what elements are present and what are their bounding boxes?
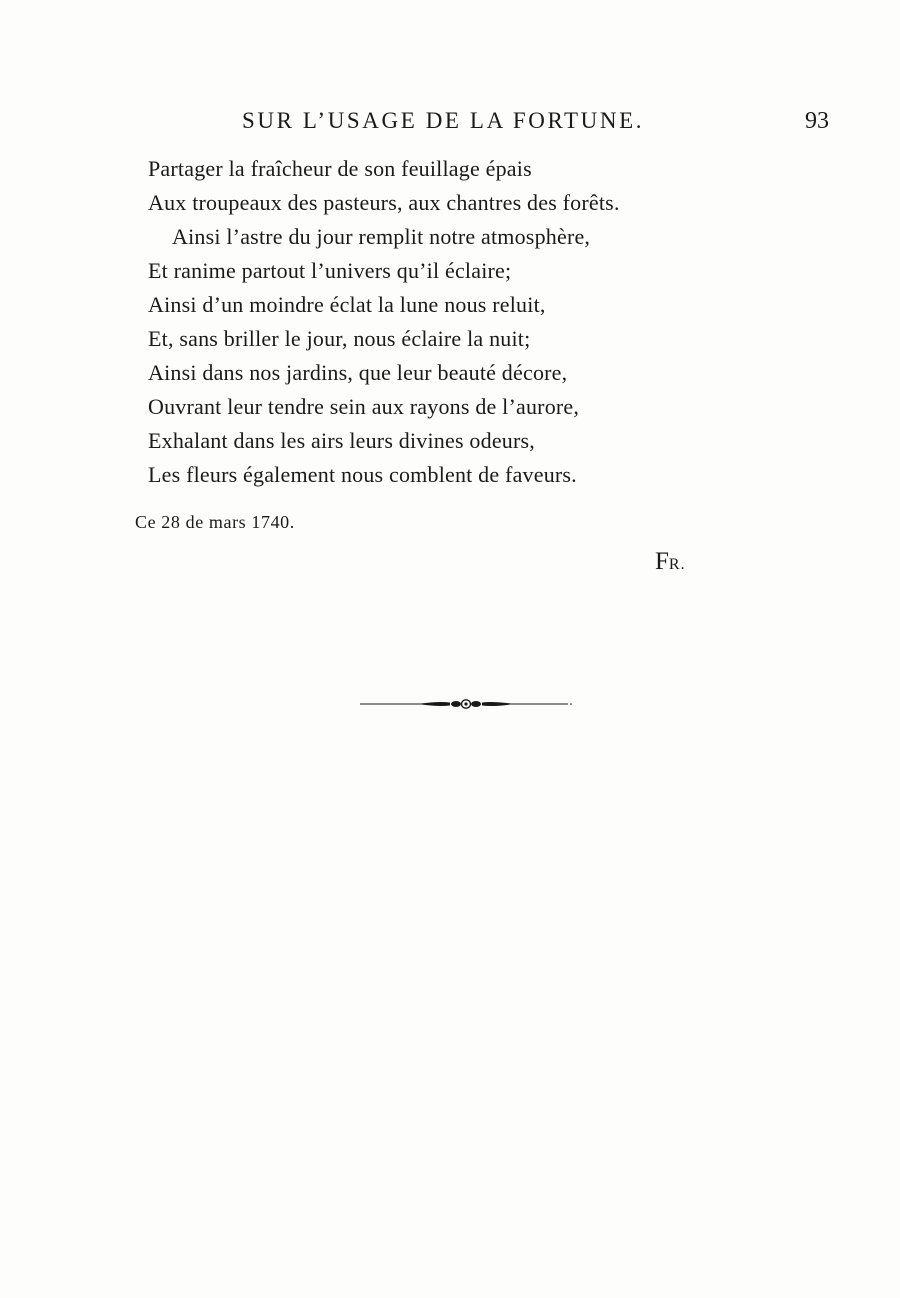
running-head (0, 108, 900, 138)
signature (655, 548, 686, 576)
running-title: SUR L’USAGE DE LA FORTUNE. (242, 108, 645, 133)
signature-rest: R. (668, 556, 686, 573)
verse-line: Les fleurs également nous comblent de faveurs. (148, 462, 577, 487)
verse-line: Ainsi dans nos jardins, que leur beauté décore, (148, 360, 568, 385)
signature-initial: F (655, 548, 669, 575)
page-number: 93 (805, 108, 829, 134)
verse-line: Ainsi l’astre du jour remplit notre atmosphère, (172, 224, 591, 249)
poem (148, 152, 788, 492)
verse-line: Ouvrant leur tendre sein aux rayons de l’aurore, (148, 394, 580, 419)
verse-line: Exhalant dans les airs leurs divines odeurs, (148, 428, 535, 453)
verse-line: Partager la fraîcheur de son feuillage épais (148, 156, 532, 181)
verse-line: Et, sans briller le jour, nous éclaire la nuit; (148, 326, 531, 351)
verse-line: Et ranime partout l’univers qu’il éclaire; (148, 258, 512, 283)
tailpiece-ornament-icon (358, 696, 574, 712)
dateline: Ce 28 de mars 1740. (135, 512, 295, 532)
verse-line: Ainsi d’un moindre éclat la lune nous reluit, (148, 292, 546, 317)
verse-line: Aux troupeaux des pasteurs, aux chantres des forêts. (148, 190, 620, 215)
